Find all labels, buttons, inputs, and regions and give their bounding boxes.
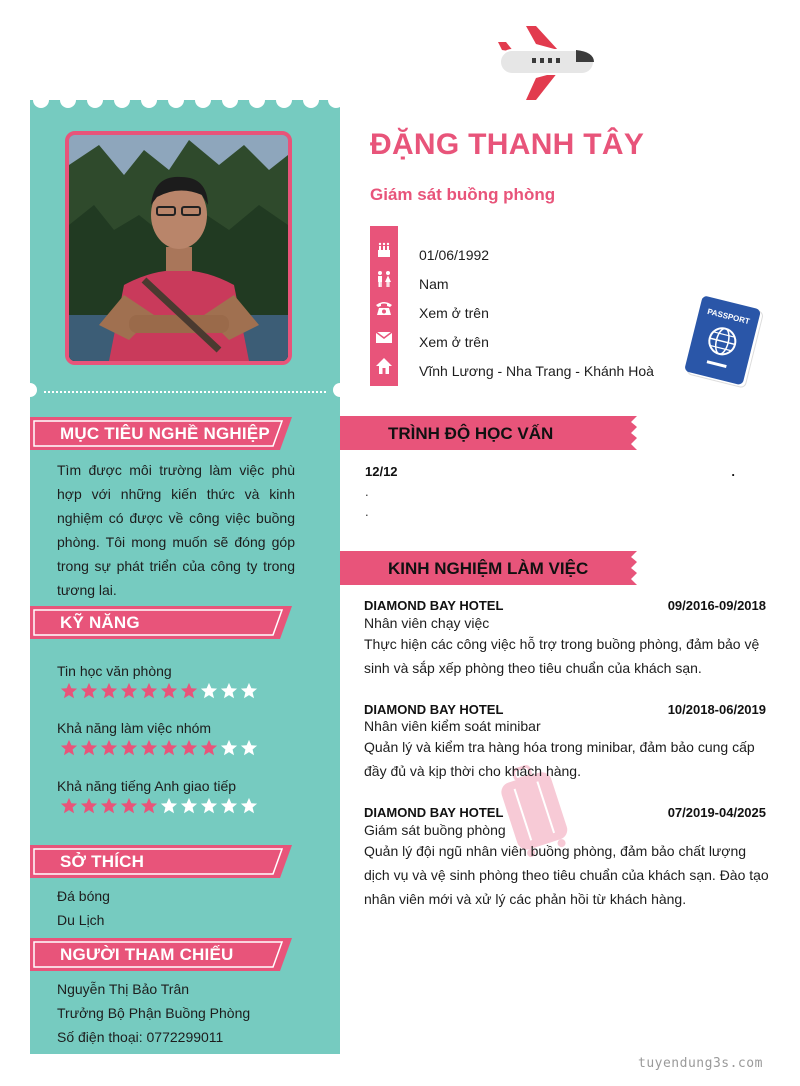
objective-section-title <box>30 417 292 450</box>
candidate-name: ĐẶNG THANH TÂY <box>370 128 645 161</box>
star-empty-icon <box>220 739 238 757</box>
envelope-icon <box>375 328 393 346</box>
hobby-item: Du Lịch <box>57 912 105 928</box>
education-detail: . <box>365 484 369 499</box>
experience-position: Giám sát buồng phòng <box>364 822 506 838</box>
reference-phone: Số điện thoại: 0772299011 <box>57 1029 224 1045</box>
star-filled-icon <box>160 739 178 757</box>
star-filled-icon <box>140 739 158 757</box>
profile-photo <box>65 131 292 365</box>
contact-email: Xem ở trên <box>419 334 489 350</box>
star-filled-icon <box>80 682 98 700</box>
ticket-notch-left <box>23 383 37 397</box>
star-filled-icon <box>120 797 138 815</box>
experience-period: 10/2018-06/2019 <box>667 702 766 717</box>
star-empty-icon <box>200 682 218 700</box>
objective-text: Tìm được môi trường làm việc phù hợp với những kiến thức và kinh nghiệm có được về công việc buồng phòng. Tôi mong muốn sẽ đóng góp trong sự phát triển của công ty trong tương lai. <box>57 462 295 598</box>
star-empty-icon <box>240 797 258 815</box>
contact-gender: Nam <box>419 276 449 292</box>
skill-rating <box>60 682 265 700</box>
experience-description: Quản lý đội ngũ nhân viên buồng phòng, đảm bảo chất lượng dịch vụ và vệ sinh phòng theo tiêu chuẩn của khách sạn. Đào tạo nhân viên mới và xử lý các phản hồi từ khách hàng. <box>364 843 769 907</box>
skill-label: Khả năng làm việc nhóm <box>57 720 212 736</box>
star-filled-icon <box>100 682 118 700</box>
reference-position: Trưởng Bộ Phận Buồng Phòng <box>57 1005 251 1021</box>
experience-description: Quản lý và kiểm tra hàng hóa trong minibar, đảm bảo cung cấp đầy đủ và kịp thời cho khách hàng. <box>364 739 755 779</box>
phone-icon <box>375 299 393 317</box>
star-filled-icon <box>60 739 78 757</box>
experience-period: 09/2016-09/2018 <box>667 598 766 613</box>
education-title-text: TRÌNH ĐỘ HỌC VẤN <box>388 424 554 443</box>
star-filled-icon <box>180 682 198 700</box>
objective-title-text: MỤC TIÊU NGHỀ NGHIỆP <box>60 424 270 443</box>
references-title-text: NGƯỜI THAM CHIẾU <box>60 945 234 964</box>
star-empty-icon <box>180 797 198 815</box>
education-detail: . <box>365 504 369 519</box>
star-filled-icon <box>140 797 158 815</box>
star-filled-icon <box>180 739 198 757</box>
ticket-perforation <box>44 391 326 393</box>
experience-title-text: KINH NGHIỆM LÀM VIỆC <box>388 559 589 578</box>
star-empty-icon <box>240 739 258 757</box>
experience-position: Nhân viên kiểm soát minibar <box>364 718 541 734</box>
experience-company: DIAMOND BAY HOTEL <box>364 805 504 820</box>
experience-company: DIAMOND BAY HOTEL <box>364 702 504 717</box>
star-filled-icon <box>100 739 118 757</box>
references-section-title <box>30 938 292 971</box>
experience-description: Thực hiện các công việc hỗ trợ trong buồng phòng, đảm bảo vệ sinh và sắp xếp phòng theo tiêu chuẩn của khách sạn. <box>364 636 760 676</box>
star-filled-icon <box>120 739 138 757</box>
star-filled-icon <box>80 739 98 757</box>
star-filled-icon <box>60 682 78 700</box>
star-filled-icon <box>100 797 118 815</box>
contact-birthdate: 01/06/1992 <box>419 247 490 263</box>
gender-icon <box>375 270 393 288</box>
star-filled-icon <box>80 797 98 815</box>
candidate-job-title: Giám sát buồng phòng <box>370 185 556 204</box>
star-filled-icon <box>160 682 178 700</box>
hobby-item: Đá bóng <box>57 888 110 904</box>
skills-title-text: KỸ NĂNG <box>60 613 140 632</box>
star-empty-icon <box>200 797 218 815</box>
star-filled-icon <box>60 797 78 815</box>
education-section-title <box>340 416 637 450</box>
skills-section-title <box>30 606 292 639</box>
hobbies-title-text: SỞ THÍCH <box>60 852 145 871</box>
birthday-cake-icon <box>375 241 393 259</box>
ticket-notch-right <box>333 383 347 397</box>
star-empty-icon <box>220 682 238 700</box>
star-empty-icon <box>220 797 238 815</box>
passport-icon <box>683 296 767 395</box>
passport-label: PASSPORT <box>706 306 751 327</box>
experience-company: DIAMOND BAY HOTEL <box>364 598 504 613</box>
contact-phone: Xem ở trên <box>419 305 489 321</box>
star-empty-icon <box>160 797 178 815</box>
ticket-scallop-edge <box>30 92 340 112</box>
experience-period: 07/2019-04/2025 <box>667 805 766 820</box>
home-icon <box>375 357 393 375</box>
skill-label: Tin học văn phòng <box>57 663 172 679</box>
skill-label: Khả năng tiếng Anh giao tiếp <box>57 778 237 794</box>
airplane-icon <box>496 26 598 107</box>
star-filled-icon <box>120 682 138 700</box>
hobbies-section-title <box>30 845 292 878</box>
education-row <box>365 464 765 482</box>
experience-section-title <box>340 551 637 585</box>
education-level: 12/12 <box>365 464 398 479</box>
contact-address: Vĩnh Lương - Nha Trang - Khánh Hoà <box>419 363 654 379</box>
star-filled-icon <box>200 739 218 757</box>
star-empty-icon <box>240 682 258 700</box>
experience-position: Nhân viên chạy việc <box>364 615 490 631</box>
skill-rating <box>60 739 265 757</box>
education-period: . <box>731 464 735 479</box>
footer-watermark: tuyendung3s.com <box>638 1056 763 1071</box>
reference-name: Nguyễn Thị Bảo Trân <box>57 981 190 997</box>
star-filled-icon <box>140 682 158 700</box>
skill-rating <box>60 797 265 815</box>
